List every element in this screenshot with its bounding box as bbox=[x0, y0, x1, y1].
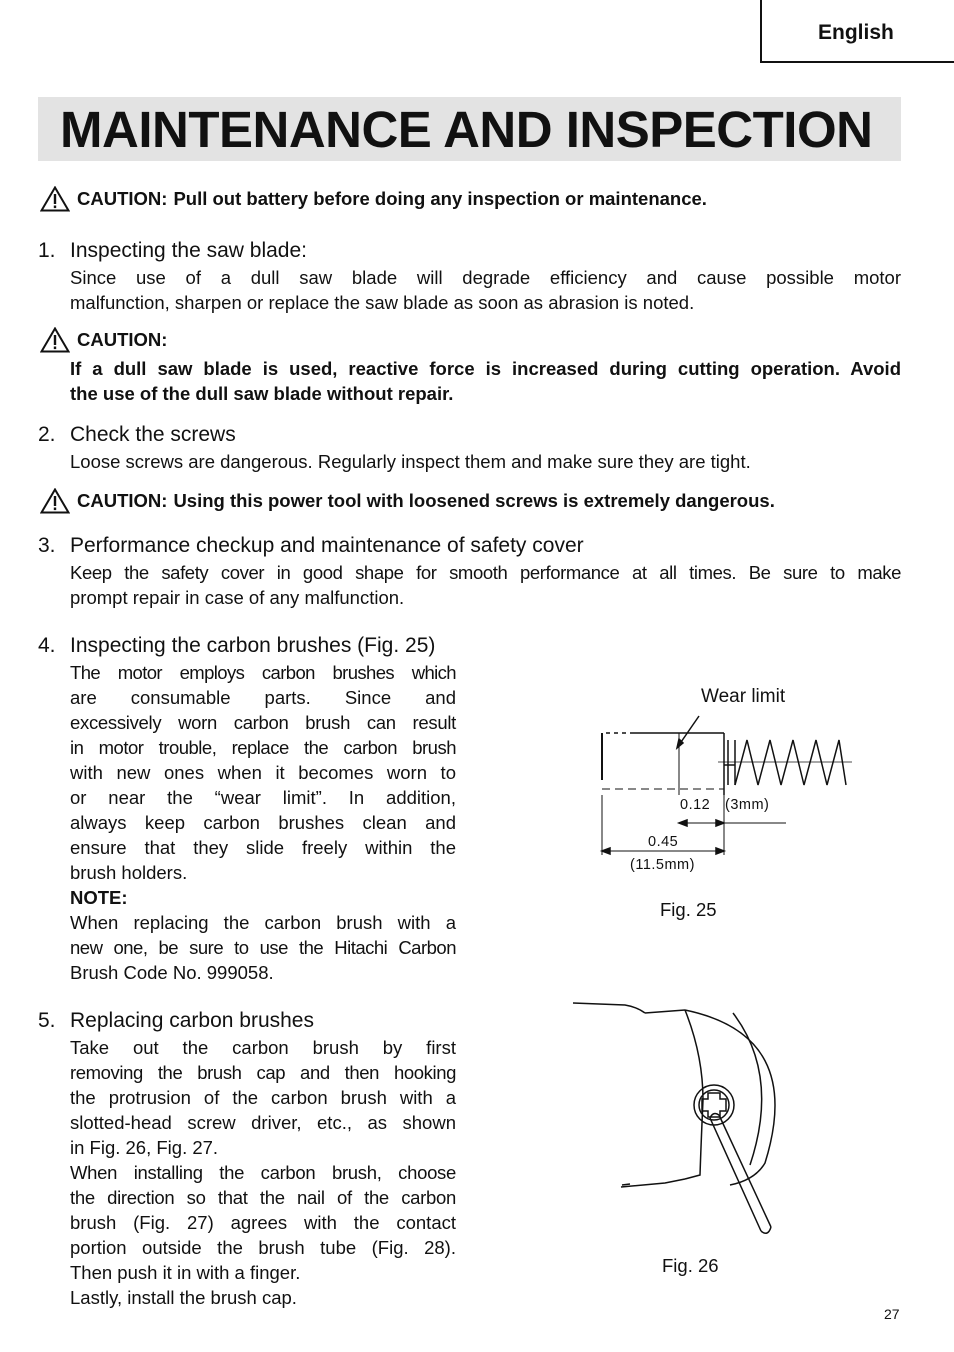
section-4-line-5: with new ones when it becomes worn to bbox=[70, 762, 456, 783]
dim-small-value: 0.12 bbox=[680, 797, 711, 813]
note-line-3: Brush Code No. 999058. bbox=[70, 962, 274, 983]
dim-large-mm: (11.5mm) bbox=[630, 857, 695, 873]
language-label: English bbox=[818, 21, 894, 44]
section-5-line-7: the direction so that the nail of the carbon bbox=[70, 1187, 456, 1208]
section-5-line-11: Lastly, install the brush cap. bbox=[70, 1287, 297, 1308]
caution-blade-line-2: the use of the dull saw blade without repair. bbox=[70, 383, 454, 404]
title-bar bbox=[38, 97, 901, 161]
caution-label: CAUTION: bbox=[77, 329, 168, 350]
warning-triangle-icon bbox=[40, 186, 70, 212]
section-5-line-4: slotted-head screw driver, etc., as shown bbox=[70, 1112, 456, 1133]
warning-triangle-icon bbox=[40, 327, 70, 353]
caution-label: CAUTION: bbox=[77, 188, 168, 209]
note-label: NOTE: bbox=[70, 887, 128, 908]
section-5-line-1: Take out the carbon brush by first bbox=[70, 1037, 456, 1058]
fig-25-caption: Fig. 25 bbox=[660, 899, 717, 920]
section-3-heading: 3. Performance checkup and maintenance of safety cover bbox=[38, 534, 584, 557]
caution-screws-text: Using this power tool with loosened screws is extremely dangerous. bbox=[173, 490, 775, 511]
section-4-heading: 4. Inspecting the carbon brushes (Fig. 25) bbox=[38, 634, 436, 657]
caution-label: CAUTION: bbox=[77, 490, 168, 511]
section-5-line-5: in Fig. 26, Fig. 27. bbox=[70, 1137, 219, 1158]
note-line-1: When replacing the carbon brush with a bbox=[70, 912, 456, 933]
section-2-heading: 2. Check the screws bbox=[38, 423, 236, 446]
language-tab bbox=[760, 0, 954, 63]
section-2-line-1: Loose screws are dangerous. Regularly inspect them and make sure they are tight. bbox=[70, 451, 751, 472]
section-4-line-1: The motor employs carbon brushes which bbox=[70, 662, 456, 683]
caution-battery bbox=[40, 186, 707, 212]
section-4-line-6: or near the “wear limit”. In addition, bbox=[70, 787, 456, 808]
caution-blade-line-1: If a dull saw blade is used, reactive force is increased during cutting operation. Avoid bbox=[70, 358, 901, 379]
section-3-line-1: Keep the safety cover in good shape for smooth performance at all times. Be sure to make bbox=[70, 562, 901, 583]
caution-battery-text: Pull out battery before doing any inspection or maintenance. bbox=[173, 188, 707, 209]
section-1-heading: 1. Inspecting the saw blade: bbox=[38, 239, 307, 262]
fig-26-caption: Fig. 26 bbox=[662, 1255, 719, 1276]
section-4-line-8: ensure that they slide freely within the bbox=[70, 837, 456, 858]
section-5-line-6: When installing the carbon brush, choose bbox=[70, 1162, 456, 1183]
section-5-line-3: the protrusion of the carbon brush with a bbox=[70, 1087, 456, 1108]
section-1-line-1: Since use of a dull saw blade will degrade efficiency and cause possible motor bbox=[70, 267, 901, 288]
caution-blade bbox=[40, 327, 173, 353]
page-number: 27 bbox=[884, 1306, 900, 1322]
caution-screws bbox=[40, 488, 775, 514]
section-1-line-2: malfunction, sharpen or replace the saw blade as soon as abrasion is noted. bbox=[70, 292, 695, 313]
warning-triangle-icon bbox=[40, 488, 70, 514]
page-title: MAINTENANCE AND INSPECTION bbox=[60, 101, 873, 158]
brush-cap-removal-diagram bbox=[565, 995, 790, 1240]
section-4-line-3: excessively worn carbon brush can result bbox=[70, 712, 456, 733]
section-4-line-9: brush holders. bbox=[70, 862, 188, 883]
wear-limit-label: Wear limit bbox=[701, 686, 786, 707]
carbon-brush-diagram bbox=[590, 705, 860, 865]
section-5-line-2: removing the brush cap and then hooking bbox=[70, 1062, 456, 1083]
section-5-line-9: portion outside the brush tube (Fig. 28). bbox=[70, 1237, 456, 1258]
section-3-line-2: prompt repair in case of any malfunction. bbox=[70, 587, 405, 608]
section-4-line-2: are consumable parts. Since and bbox=[70, 687, 456, 708]
dim-large-value: 0.45 bbox=[648, 834, 679, 850]
section-5-line-10: Then push it in with a finger. bbox=[70, 1262, 301, 1283]
dim-small-mm: (3mm) bbox=[725, 797, 770, 813]
section-5-line-8: brush (Fig. 27) agrees with the contact bbox=[70, 1212, 456, 1233]
section-4-line-4: in motor trouble, replace the carbon brush bbox=[70, 737, 456, 758]
note-line-2: new one, be sure to use the Hitachi Carbon bbox=[70, 937, 456, 958]
section-4-line-7: always keep carbon brushes clean and bbox=[70, 812, 456, 833]
section-5-heading: 5. Replacing carbon brushes bbox=[38, 1009, 314, 1032]
